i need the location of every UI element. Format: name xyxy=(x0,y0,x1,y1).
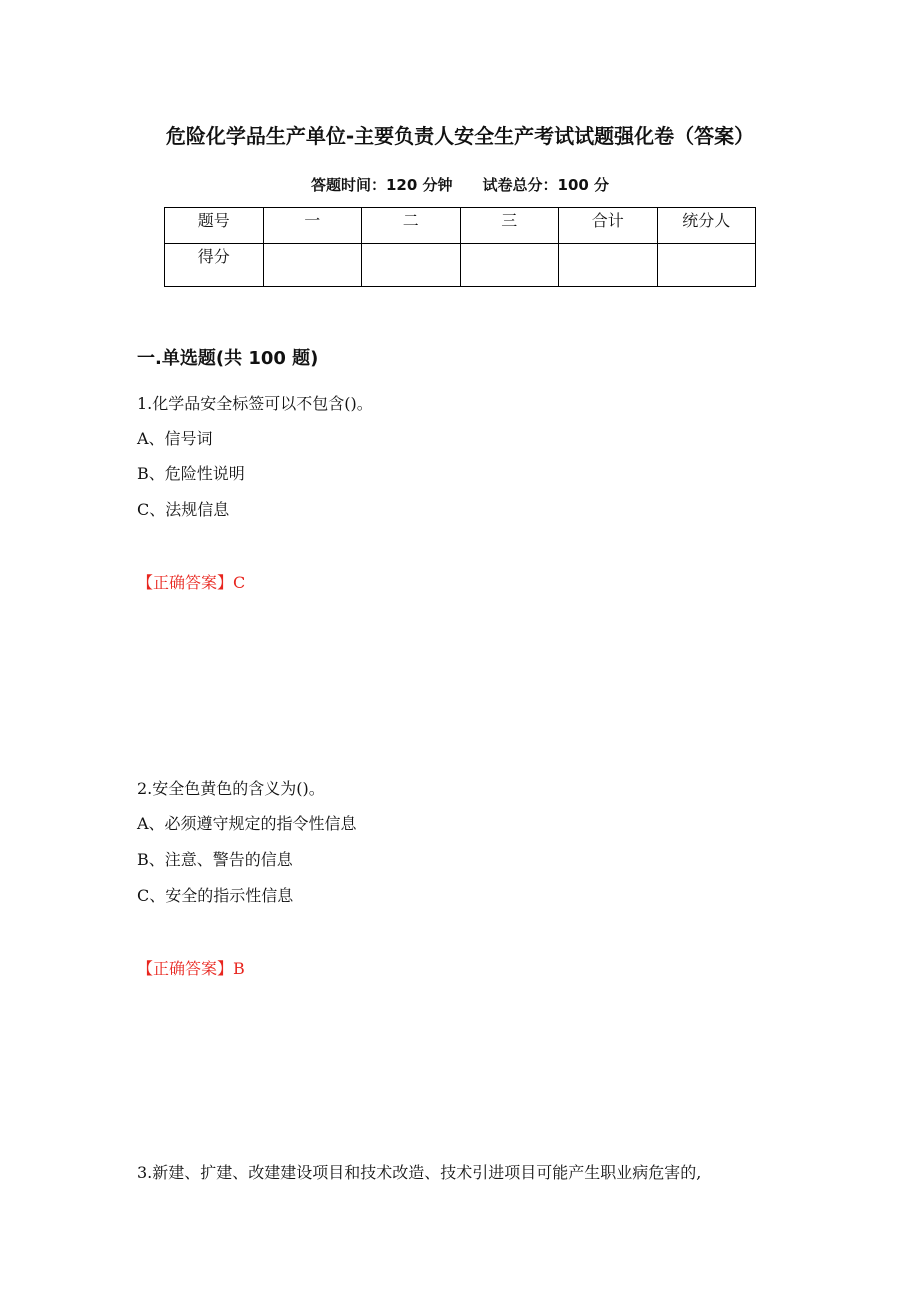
exam-time: 答题时间：120 分钟 xyxy=(310,176,453,194)
exam-meta xyxy=(0,173,920,197)
question-1-option-b: B、危险性说明 xyxy=(137,464,245,483)
question-1-option-c: C、法规信息 xyxy=(137,500,230,519)
question-1-option-a: A、信号词 xyxy=(137,429,213,448)
score-table-header-cell: 二 xyxy=(362,208,461,244)
score-cell-3 xyxy=(460,244,559,287)
question-2-option-c: C、安全的指示性信息 xyxy=(137,886,294,905)
question-2-option-a: A、必须遵守规定的指令性信息 xyxy=(137,814,357,833)
question-2-stem: 2.安全色黄色的含义为()。 xyxy=(137,779,325,798)
score-table-header-cell: 题号 xyxy=(165,208,264,244)
score-cell-1 xyxy=(263,244,362,287)
score-table xyxy=(164,207,756,287)
score-table-header-row xyxy=(165,208,756,244)
score-cell-grader xyxy=(657,244,756,287)
score-table-header-cell: 三 xyxy=(460,208,559,244)
question-2-answer: 【正确答案】B xyxy=(137,959,245,978)
exam-total-score: 试卷总分：100 分 xyxy=(482,176,610,194)
question-2-option-b: B、注意、警告的信息 xyxy=(137,850,293,869)
score-table-header-cell: 统分人 xyxy=(657,208,756,244)
score-table-score-row xyxy=(165,244,756,287)
question-1-answer: 【正确答案】C xyxy=(137,573,246,592)
score-row-label: 得分 xyxy=(165,244,264,287)
question-1-stem: 1.化学品安全标签可以不包含()。 xyxy=(137,394,373,413)
section-heading: 一.单选题(共 100 题) xyxy=(137,348,319,369)
score-table-header-cell: 一 xyxy=(263,208,362,244)
document-title: 危险化学品生产单位-主要负责人安全生产考试试题强化卷（答案） xyxy=(165,124,755,148)
score-cell-total xyxy=(559,244,658,287)
question-3-stem: 3.新建、扩建、改建建设项目和技术改造、技术引进项目可能产生职业病危害的, xyxy=(137,1163,702,1182)
score-cell-2 xyxy=(362,244,461,287)
score-table-header-cell: 合计 xyxy=(559,208,658,244)
